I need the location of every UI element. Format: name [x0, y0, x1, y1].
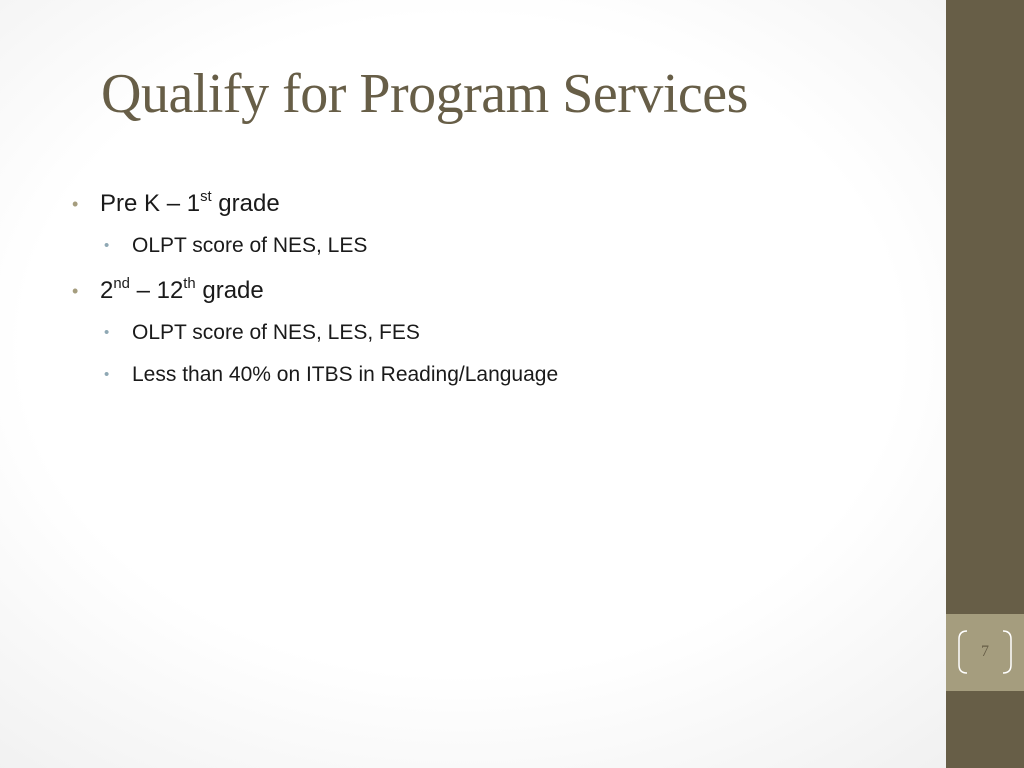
page-number-tab	[946, 614, 1024, 691]
sub-bullet-item	[104, 359, 932, 391]
bullet-item-prek	[72, 185, 932, 226]
bullet-list	[72, 185, 932, 401]
slide-title: Qualify for Program Services	[101, 63, 748, 125]
bullet-text: 2nd – 12th grade	[100, 276, 264, 304]
sub-bullet-text: OLPT score of NES, LES	[132, 234, 368, 257]
sub-bullet-item	[104, 230, 932, 262]
sub-bullet-dot-icon: •	[104, 324, 110, 341]
sub-bullet-dot-icon: •	[104, 366, 110, 383]
bullet-dot-icon: •	[72, 194, 79, 214]
bullet-text: Pre K – 1st grade	[100, 189, 280, 217]
sub-bullet-item	[104, 317, 932, 349]
bullet-dot-icon: •	[72, 281, 79, 301]
page-number-frame	[957, 630, 1013, 674]
sub-bullet-text: Less than 40% on ITBS in Reading/Language	[132, 363, 559, 386]
page-number: 7	[981, 643, 989, 660]
sub-bullet-dot-icon: •	[104, 237, 110, 254]
sub-bullet-text: OLPT score of NES, LES, FES	[132, 321, 420, 344]
bullet-item-2nd-12th	[72, 272, 932, 313]
